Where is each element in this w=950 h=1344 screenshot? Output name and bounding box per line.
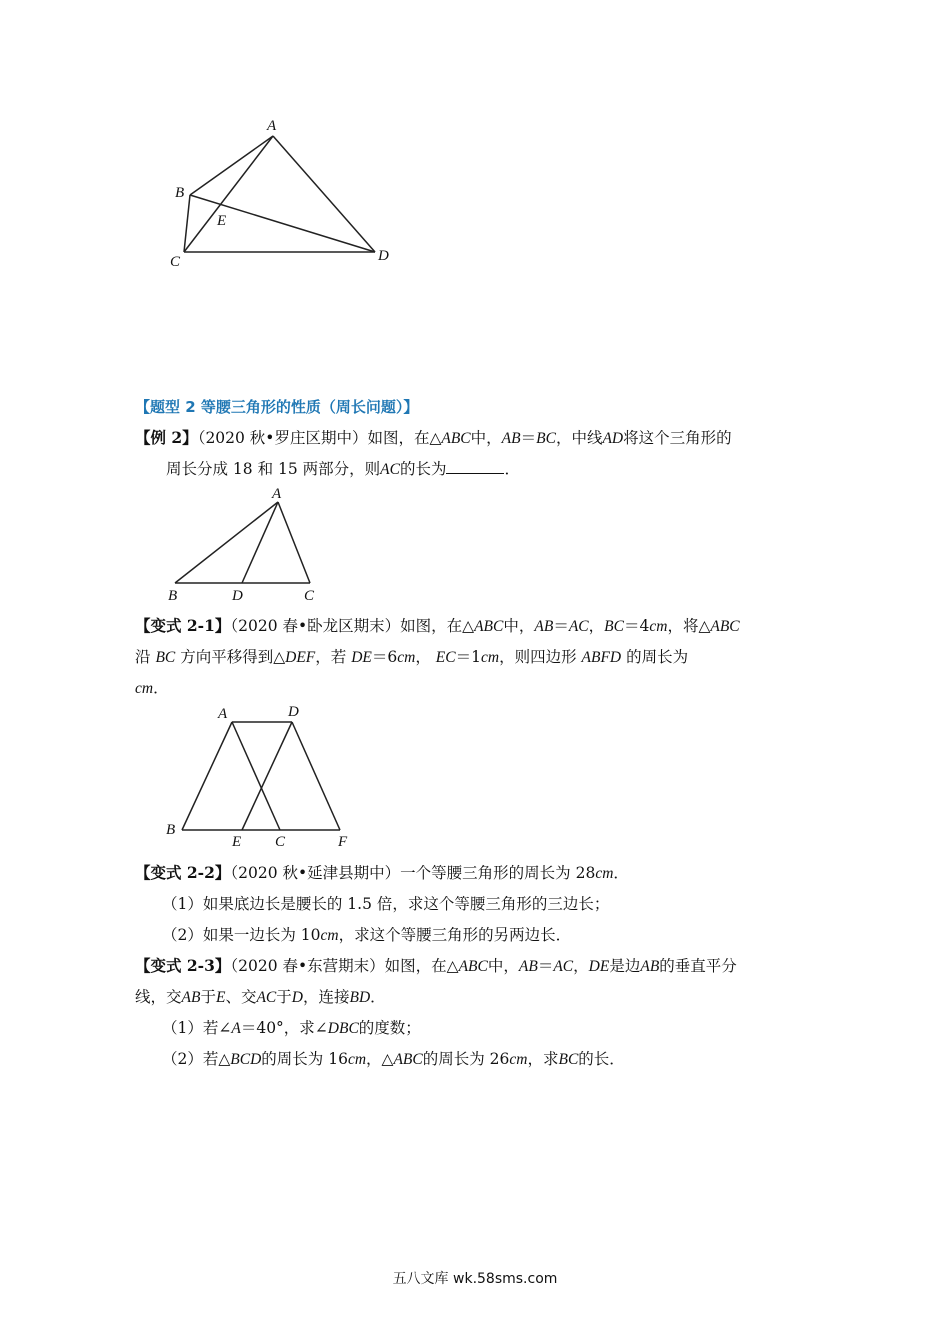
figure-2-triangle-diagram xyxy=(160,482,330,607)
segment-ac xyxy=(278,502,310,583)
section-title: 【题型 2 等腰三角形的性质（周长问题）】 xyxy=(135,398,419,416)
variant-2-2-tag: 【变式 2-2】 xyxy=(135,863,231,882)
figure-1-triangle-diagram xyxy=(160,110,400,270)
variant-2-3-question-2: （2）若△BCD的周长为 16cm，△ABC的周长为 26cm，求BC的长． xyxy=(162,1050,625,1068)
segment-ab xyxy=(182,722,232,830)
label-b: B xyxy=(175,185,185,201)
figure-3-translation-diagram xyxy=(160,700,360,850)
variant-2-2-line-1: 【变式 2-2】（2020 秋•延津县期中）一个等腰三角形的周长为 28cm． xyxy=(135,863,629,882)
label-c: C xyxy=(304,588,315,604)
segment-df xyxy=(292,722,340,830)
answer-blank xyxy=(446,459,504,474)
segment-ac xyxy=(232,722,280,830)
label-c: C xyxy=(170,254,181,270)
variant-2-2-question-1: （1）如果底边长是腰长的 1.5 倍，求这个等腰三角形的三边长； xyxy=(162,895,610,913)
label-d: D xyxy=(232,588,243,604)
label-b: B xyxy=(168,588,178,604)
segment-ac xyxy=(184,136,273,252)
variant-2-2-question-2: （2）如果一边长为 10cm，求这个等腰三角形的另两边长． xyxy=(162,926,572,944)
example-2-line-1: 【例 2】（2020 秋•罗庄区期中）如图，在△ABC中，AB＝BC，中线AD将这个三角形的 xyxy=(135,428,732,447)
label-e: E xyxy=(232,834,242,850)
label-a: A xyxy=(272,486,282,502)
label-a: A xyxy=(267,118,277,134)
variant-2-3-line-1: 【变式 2-3】（2020 春•东营期末）如图，在△ABC中，AB＝AC，DE是边AB的垂直平分 xyxy=(135,956,737,975)
variant-2-3-tag: 【变式 2-3】 xyxy=(135,956,231,975)
example-2-tag: 【例 2】 xyxy=(135,428,198,447)
page-footer: 五八文库 wk.58sms.com xyxy=(392,1271,558,1287)
variant-2-3-line-2: 线，交AB于E、交AC于D，连接BD． xyxy=(135,988,386,1006)
variant-2-3-question-1: （1）若∠A＝40°，求∠DBC的度数； xyxy=(162,1019,421,1037)
label-e: E xyxy=(217,213,227,229)
variant-2-1-tag: 【变式 2-1】 xyxy=(135,616,231,635)
label-f: F xyxy=(338,834,348,850)
segment-ad xyxy=(242,502,278,583)
segment-bc xyxy=(184,195,190,252)
label-b: B xyxy=(166,822,176,838)
label-c: C xyxy=(275,834,286,850)
segment-ab xyxy=(190,136,273,195)
example-2-line-2: 周长分成 18 和 15 两部分，则AC的长为 ． xyxy=(166,460,520,478)
variant-2-1-line-3: cm． xyxy=(135,679,169,697)
segment-ad xyxy=(273,136,375,252)
segment-de xyxy=(242,722,292,830)
variant-2-1-line-2: 沿 BC 方向平移得到△DEF，若 DE＝6cm， EC＝1cm，则四边形 ABFD 的周长为 xyxy=(135,648,689,666)
variant-2-1-line-1: 【变式 2-1】（2020 春•卧龙区期末）如图，在△ABC中，AB＝AC，BC＝4cm，将△ABC xyxy=(135,616,740,635)
label-d: D xyxy=(378,248,389,264)
label-d: D xyxy=(288,704,299,720)
label-a: A xyxy=(218,706,228,722)
segment-ab xyxy=(175,502,278,583)
